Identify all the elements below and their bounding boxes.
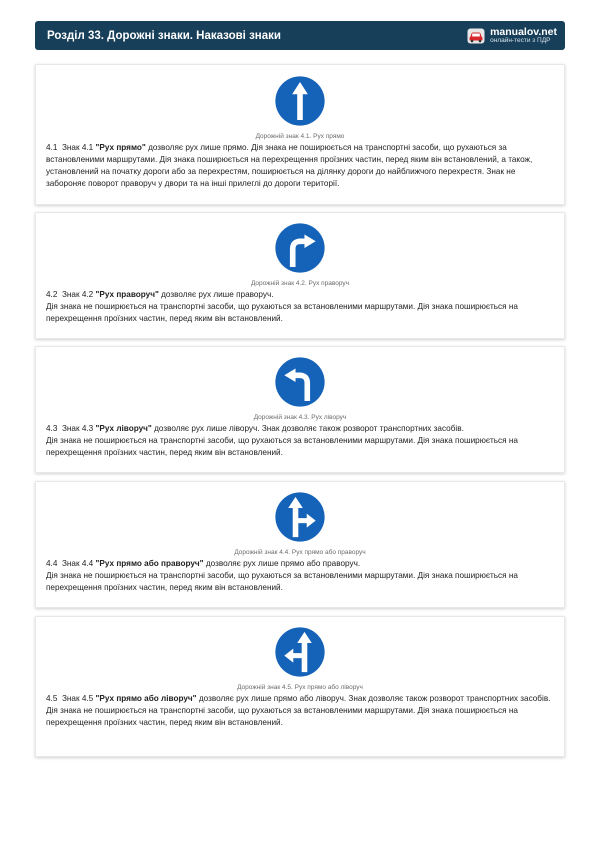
sign-card-4-4 (35, 481, 565, 608)
sign-description: 4.5 Знак 4.5 "Рух прямо або ліворуч" дозволяє рух лише прямо або ліворуч. Знак дозволяє також розворот транспортних засобів. Дія знака не поширюється на транспортні засоби, що рухаються за встановленими маршрутами. Дія знака поширюється на перехрещення проїзних частин, перед яким він встановлений. (46, 694, 551, 727)
sign-card-4-3 (35, 346, 565, 473)
sign-card-4-5 (35, 616, 565, 757)
right-turn-sign-icon (272, 220, 328, 276)
sign-caption: Дорожній знак 4.3. Рух ліворуч (253, 414, 347, 421)
sign-caption: Дорожній знак 4.4. Рух прямо або праворуч (234, 549, 366, 556)
sign-caption: Дорожній знак 4.5. Рух прямо або ліворуч (237, 684, 363, 691)
straight-or-right-sign-icon (272, 489, 328, 545)
page-header (35, 21, 565, 50)
sign-card-4-2 (35, 212, 565, 339)
sign-card-4-1 (35, 64, 565, 205)
logo-tagline: онлайн-тести з ПДР (490, 37, 551, 44)
sign-name: "Рух прямо або праворуч" (95, 559, 204, 568)
sign-description: 4.2 Знак 4.2 "Рух праворуч" дозволяє рух лише праворуч. Дія знака не поширюється на транспортні засоби, що рухаються за встановленими маршрутами. Дія знака поширюється на перехрещення проїзних частин, перед яким він встановлений. (46, 290, 518, 323)
sign-name: "Рух ліворуч" (95, 424, 152, 433)
logo-name: manualov.net (490, 25, 557, 38)
sign-description: 4.3 Знак 4.3 "Рух ліворуч" дозволяє рух лише ліворуч. Знак дозволяє також розворот транспортних засобів. Дія знака не поширюється на транспортні засоби, що рухаються за встановленими маршрутами. Дія знака поширюється на перехрещення проїзних частин, перед яким він встановлений. (46, 424, 518, 457)
site-logo[interactable] (467, 27, 557, 45)
sign-description: 4.4 Знак 4.4 "Рух прямо або праворуч" дозволяє рух лише прямо або праворуч. Дія знака не поширюється на транспортні засоби, що рухаються за встановленими маршрутами. Дія знака поширюється на перехрещення проїзних частин, перед яким він встановлений. (46, 559, 518, 592)
sign-caption: Дорожній знак 4.2. Рух праворуч (250, 280, 350, 287)
sign-caption: Дорожній знак 4.1. Рух прямо (255, 133, 345, 140)
straight-arrow-sign-icon (272, 73, 328, 129)
sign-name: "Рух прямо" (95, 143, 146, 152)
sign-name: "Рух праворуч" (95, 290, 159, 299)
sign-description: 4.1 Знак 4.1 "Рух прямо" дозволяє рух лише прямо. Дія знака не поширюється на транспортні засоби, що рухаються за встановленими маршрутами. Дія знака поширюється на перехрещення проїзних частин, перед яким він встановлений, а також, установлений на початку дороги або за перехрестям, поширюється на ділянку дороги до найближчого перехрестя. Знак не забороняє поворот праворуч у двори та на інші прилеглі до дороги території. (46, 143, 533, 188)
car-icon (467, 28, 485, 44)
left-turn-sign-icon (272, 354, 328, 410)
sign-name: "Рух прямо або ліворуч" (95, 694, 197, 703)
page-title: Розділ 33. Дорожні знаки. Наказові знаки (47, 29, 281, 42)
straight-or-left-sign-icon (272, 624, 328, 680)
